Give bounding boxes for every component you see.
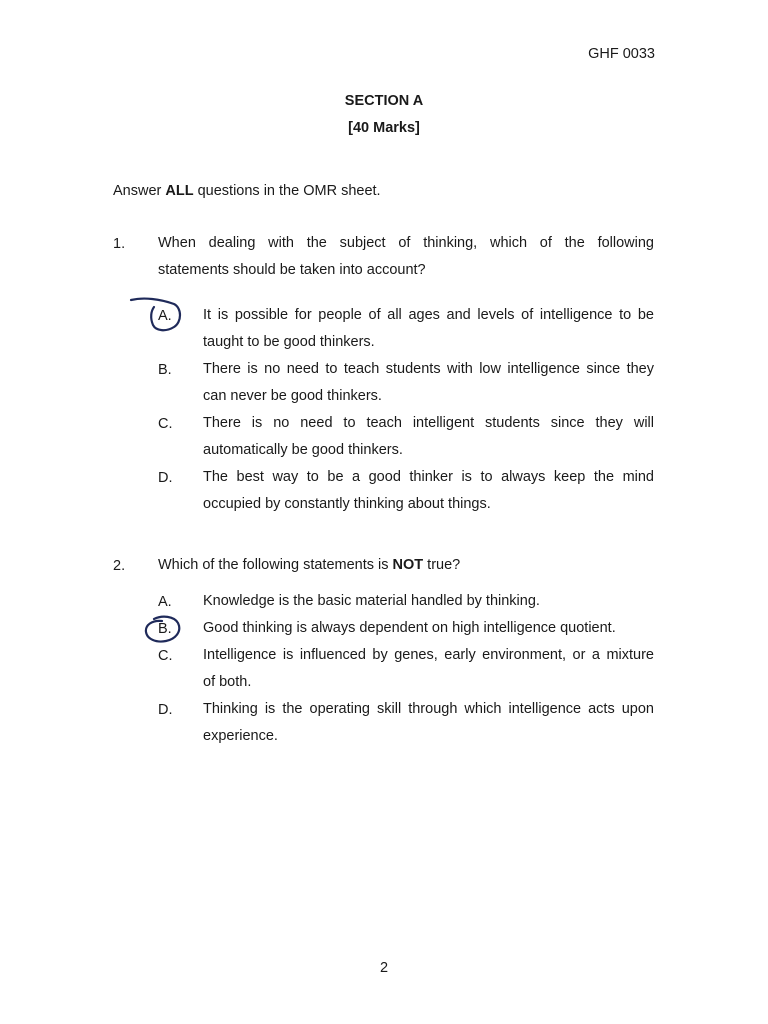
- instruction: [113, 183, 381, 199]
- question-1-option-b-letter: B.: [158, 362, 172, 378]
- question-2-bold: NOT: [392, 557, 424, 573]
- question-1-line-1: When dealing with the subject of thinking, which of the following: [158, 235, 654, 251]
- question-2-option-a: [203, 588, 654, 615]
- question-1-option-a-letter: A.: [158, 308, 172, 324]
- option-line: taught to be good thinkers.: [203, 334, 375, 350]
- question-2-number: 2.: [113, 558, 126, 574]
- option-line: The best way to be a good thinker is to always keep the mind: [203, 469, 654, 485]
- question-2-option-c: [203, 642, 654, 696]
- question-1-option-c-letter: C.: [158, 416, 173, 432]
- course-code: GHF 0033: [588, 46, 655, 62]
- question-2-option-d: [203, 696, 654, 750]
- question-1-line-2: statements should be taken into account?: [158, 262, 426, 278]
- question-2-suffix: true?: [423, 557, 461, 573]
- option-line: automatically be good thinkers.: [203, 442, 403, 458]
- question-1-option-a: [203, 302, 654, 356]
- section-marks: [40 Marks]: [348, 120, 420, 136]
- option-line: Good thinking is always dependent on high intelligence quotient.: [203, 620, 616, 636]
- instruction-suffix: questions in the OMR sheet.: [193, 183, 381, 199]
- question-1-number: 1.: [113, 236, 126, 252]
- option-line: There is no need to teach students with low intelligence since they: [203, 361, 654, 377]
- question-2-option-c-letter: C.: [158, 648, 173, 664]
- option-line: experience.: [203, 728, 278, 744]
- question-2-option-b-letter: B.: [158, 621, 172, 637]
- handwritten-circle-q2-b: [140, 612, 186, 646]
- question-2-option-a-letter: A.: [158, 594, 172, 610]
- option-line: Thinking is the operating skill through which intelligence acts upon: [203, 701, 654, 717]
- option-line: occupied by constantly thinking about things.: [203, 496, 491, 512]
- option-line: Knowledge is the basic material handled by thinking.: [203, 593, 540, 609]
- question-1-option-d-letter: D.: [158, 470, 173, 486]
- ink-stroke: [146, 617, 179, 642]
- question-1-option-b: [203, 356, 654, 410]
- question-1-option-c: [203, 410, 654, 464]
- option-line: of both.: [203, 674, 252, 690]
- instruction-prefix: Answer: [113, 183, 166, 199]
- handwritten-circle-q1-a: [126, 294, 186, 334]
- option-line: It is possible for people of all ages and levels of intelligence to be: [203, 307, 654, 323]
- question-2-prefix: Which of the following statements is: [158, 557, 393, 573]
- question-2-option-b: [203, 615, 654, 642]
- section-title: SECTION A: [344, 93, 424, 109]
- question-2-text: [158, 552, 654, 579]
- question-2-option-d-letter: D.: [158, 702, 173, 718]
- option-line: Intelligence is influenced by genes, early environment, or a mixture: [203, 647, 654, 663]
- question-1-text: [158, 230, 654, 284]
- page-number: 2: [379, 960, 389, 976]
- ink-stroke: [131, 299, 180, 331]
- option-line: There is no need to teach intelligent students since they will: [203, 415, 654, 431]
- instruction-bold: ALL: [165, 183, 194, 199]
- question-1-option-d: [203, 464, 654, 518]
- option-line: can never be good thinkers.: [203, 388, 382, 404]
